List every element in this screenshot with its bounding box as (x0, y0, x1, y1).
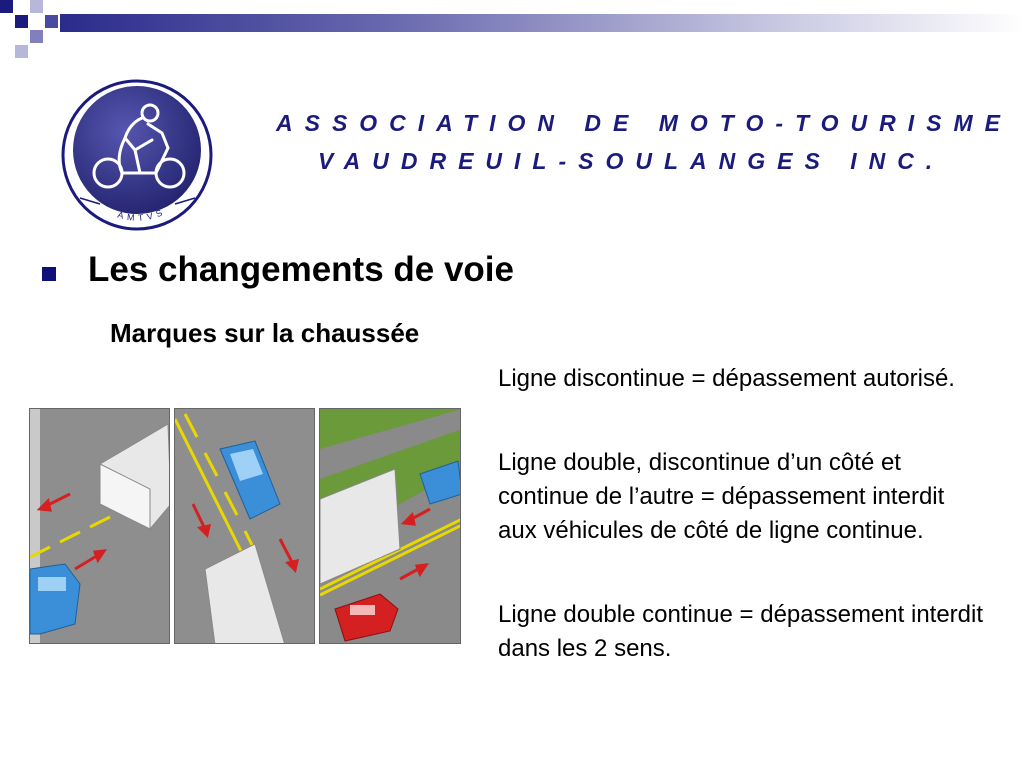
road-broken-line-illustration (29, 408, 170, 644)
logo-text: AMTVS (116, 206, 168, 223)
slide-subheading: Marques sur la chaussée (110, 318, 420, 348)
decor-gradient-bar (60, 14, 1024, 32)
org-name-line1: ASSOCIATION DE MOTO-TOURISME (276, 110, 1012, 136)
road-double-solid-line-illustration (319, 408, 461, 644)
org-name-line2: VAUDREUIL-SOULANGES INC. (318, 148, 945, 174)
motorcycle-rider-logo-icon (60, 78, 215, 233)
decor-square (45, 15, 58, 28)
bullet-square-icon (42, 267, 56, 281)
top-decorative-bar (0, 0, 1024, 60)
paragraph-broken-line: Ligne discontinue = dépassement autorisé. (498, 365, 955, 392)
paragraph-double-solid-line: Ligne double continue = dépassement interdit dans les 2 sens. (498, 601, 984, 662)
club-logo (60, 78, 215, 233)
decor-square (0, 0, 13, 13)
decor-square (30, 0, 43, 13)
decor-square (15, 45, 28, 58)
decor-square (15, 15, 28, 28)
road-double-mixed-line-illustration (174, 408, 315, 644)
paragraph-double-mixed-line: Ligne double, discontinue d’un côté et continue de l’autre = dépassement interdit aux véhicules de côté de ligne continue. (498, 449, 945, 544)
decor-square (30, 30, 43, 43)
slide-heading: Les changements de voie (88, 250, 514, 289)
